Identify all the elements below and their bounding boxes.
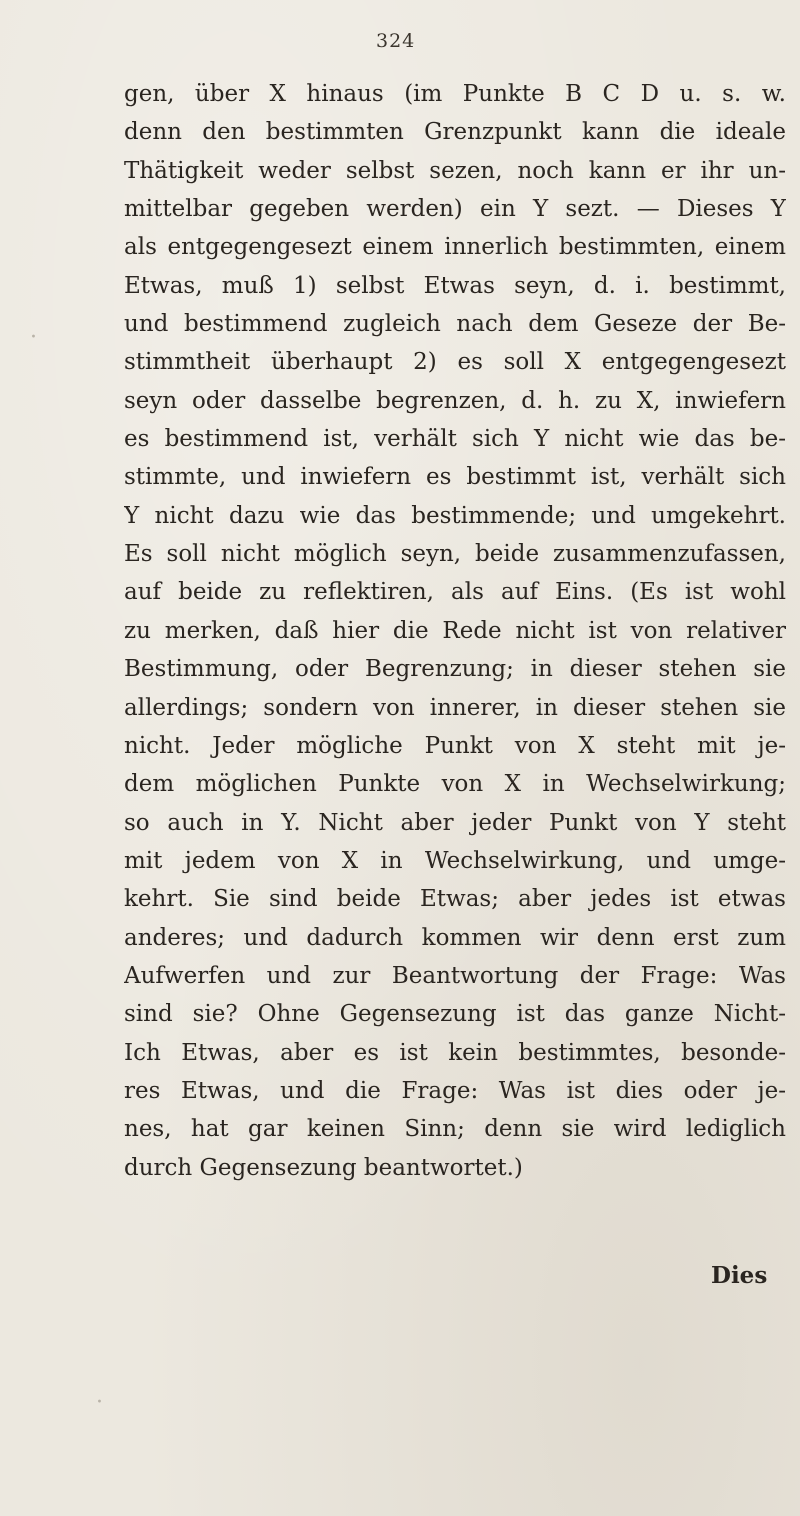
text-line: allerdings; sondern von innerer, in dieser stehen sie xyxy=(124,694,786,721)
text-line: stimmtheit überhaupt 2) es soll X entgegengesezt xyxy=(124,349,786,376)
text-line: Bestimmung, oder Begrenzung; in dieser stehen sie xyxy=(124,656,786,683)
text-line: durch Gegensezung beantwortet.) xyxy=(124,1154,523,1181)
text-line: Ich Etwas, aber es ist kein bestimmtes, besonde- xyxy=(124,1039,786,1066)
text-line: anderes; und dadurch kommen wir denn erst zum xyxy=(124,924,786,951)
text-line: Etwas, muß 1) selbst Etwas seyn, d. i. bestimmt, xyxy=(124,272,786,299)
page-number: 324 xyxy=(376,30,416,52)
text-line: dem möglichen Punkte von X in Wechselwirkung; xyxy=(124,771,786,798)
text-line: Es soll nicht möglich seyn, beide zusammenzufassen, xyxy=(124,541,786,568)
text-line: mit jedem von X in Wechselwirkung, und umge- xyxy=(124,847,786,874)
text-line: gen, über X hinaus (im Punkte B C D u. s. w. xyxy=(124,81,786,107)
margin-mark: · xyxy=(30,325,37,350)
text-line: kehrt. Sie sind beide Etwas; aber jedes ist etwas xyxy=(124,886,786,913)
text-line: denn den bestimmten Grenzpunkt kann die ideale xyxy=(124,119,786,146)
catchword: Dies xyxy=(711,1262,768,1289)
text-line: auf beide zu reflektiren, als auf Eins. (Es ist wohl xyxy=(124,579,786,606)
text-line: nes, hat gar keinen Sinn; denn sie wird lediglich xyxy=(124,1116,786,1143)
text-line: Y nicht dazu wie das bestimmende; und umgekehrt. xyxy=(124,502,786,529)
margin-mark: · xyxy=(96,1390,103,1415)
text-line: sind sie? Ohne Gegensezung ist das ganze Nicht- xyxy=(124,1001,786,1028)
text-line: es bestimmend ist, verhält sich Y nicht wie das be- xyxy=(124,426,786,453)
main-text xyxy=(124,75,786,1187)
text-line: als entgegengesezt einem innerlich bestimmten, einem xyxy=(124,234,786,261)
text-line: Thätigkeit weder selbst sezen, noch kann er ihr un- xyxy=(124,157,786,184)
text-line: zu merken, daß hier die Rede nicht ist von relativer xyxy=(124,617,786,644)
text-line: Aufwerfen und zur Beantwortung der Frage: Was xyxy=(124,962,786,989)
text-line: so auch in Y. Nicht aber jeder Punkt von Y steht xyxy=(124,809,786,836)
text-line: res Etwas, und die Frage: Was ist dies oder je- xyxy=(124,1077,786,1104)
text-line: mittelbar gegeben werden) ein Y sezt. — Dieses Y xyxy=(124,196,786,223)
text-line: stimmte, und inwiefern es bestimmt ist, verhält sich xyxy=(124,464,786,491)
text-line: seyn oder dasselbe begrenzen, d. h. zu X, inwiefern xyxy=(124,387,786,414)
text-line: und bestimmend zugleich nach dem Geseze der Be- xyxy=(124,311,786,338)
text-line: nicht. Jeder mögliche Punkt von X steht mit je- xyxy=(124,732,786,759)
